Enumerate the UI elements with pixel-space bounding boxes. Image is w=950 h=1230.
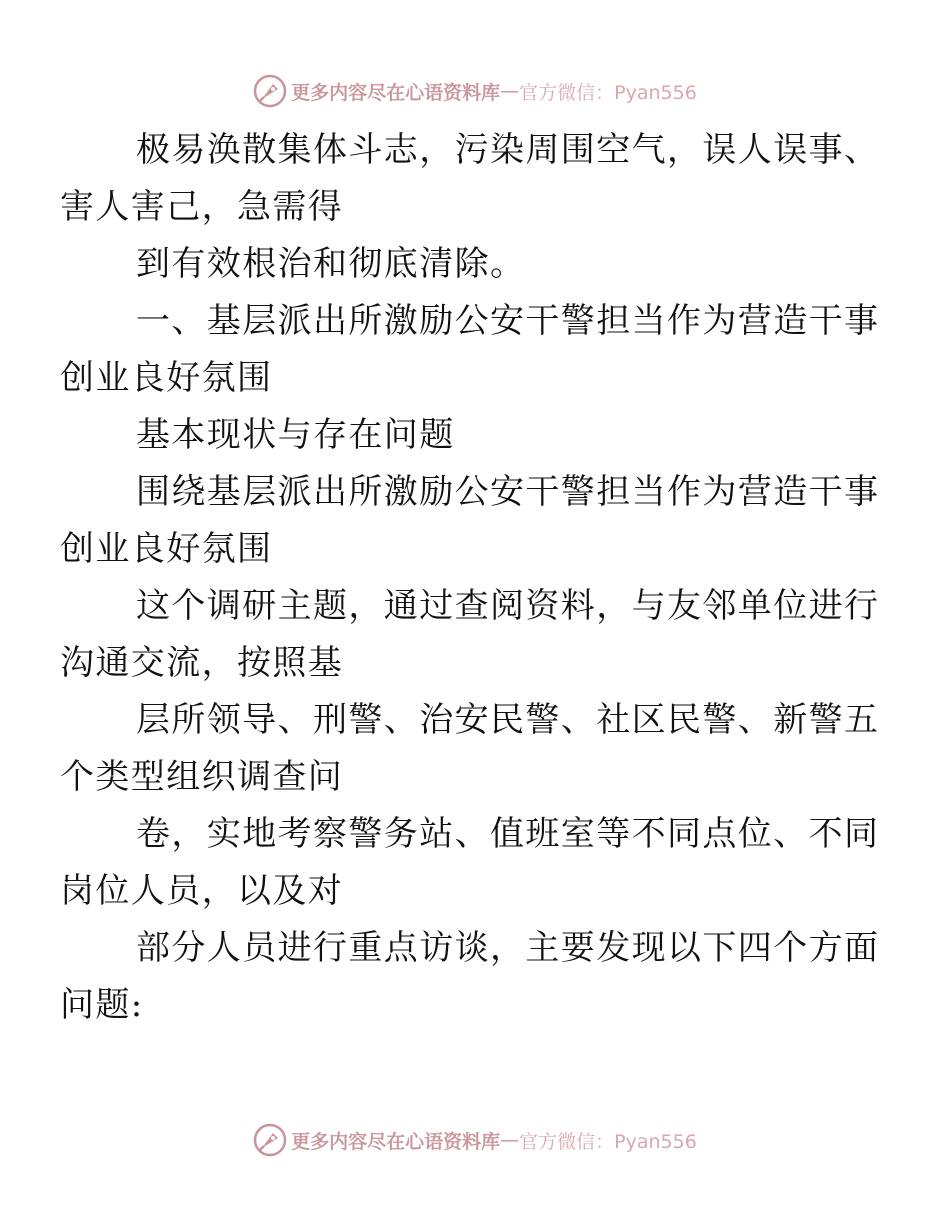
watermark-contact: 官方微信：Pyan556 <box>519 1130 697 1153</box>
footer-watermark <box>0 1120 950 1160</box>
text-line: 岗位人员，以及对 <box>60 871 344 911</box>
watermark-dash: — <box>500 80 520 102</box>
text-line: 一、基层派出所激励公安干警担当作为营造干事 <box>136 301 880 341</box>
header-watermark <box>0 71 950 111</box>
paragraph <box>60 578 880 692</box>
paragraph <box>60 122 880 236</box>
watermark-site-name: 更多内容尽在心语资料库 <box>291 81 501 104</box>
text-line: 卷，实地考察警务站、值班室等不同点位、不同 <box>136 814 880 854</box>
text-line: 基本现状与存在问题 <box>136 415 455 455</box>
text-line: 问题: <box>60 985 144 1025</box>
watermark-site-name: 更多内容尽在心语资料库 <box>291 1130 501 1153</box>
text-line: 围绕基层派出所激励公安干警担当作为营造干事 <box>136 472 880 512</box>
paragraph <box>60 692 880 806</box>
text-line: 极易涣散集体斗志，污染周围空气，误人误事、 <box>136 130 880 170</box>
paragraph <box>60 806 880 920</box>
pen-nib-logo-icon <box>253 74 287 108</box>
paragraph <box>60 920 880 1034</box>
text-line: 个类型组织调查问 <box>60 757 344 797</box>
paragraph <box>60 464 880 578</box>
text-line: 创业良好氛围 <box>60 358 273 398</box>
text-line: 到有效根治和彻底清除。 <box>136 244 526 284</box>
text-line: 害人害己，急需得 <box>60 187 344 227</box>
section-heading <box>60 293 880 407</box>
document-body <box>60 122 880 1034</box>
pen-nib-logo-icon <box>253 1123 287 1157</box>
text-line: 这个调研主题，通过查阅资料，与友邻单位进行 <box>136 586 880 626</box>
paragraph <box>98 236 858 293</box>
text-line: 层所领导、刑警、治安民警、社区民警、新警五 <box>136 700 880 740</box>
text-line: 部分人员进行重点访谈，主要发现以下四个方面 <box>136 928 880 968</box>
watermark-contact: 官方微信：Pyan556 <box>519 81 697 104</box>
subheading <box>98 407 858 464</box>
text-line: 创业良好氛围 <box>60 529 273 569</box>
watermark-dash: — <box>500 1129 520 1151</box>
text-line: 沟通交流，按照基 <box>60 643 344 683</box>
